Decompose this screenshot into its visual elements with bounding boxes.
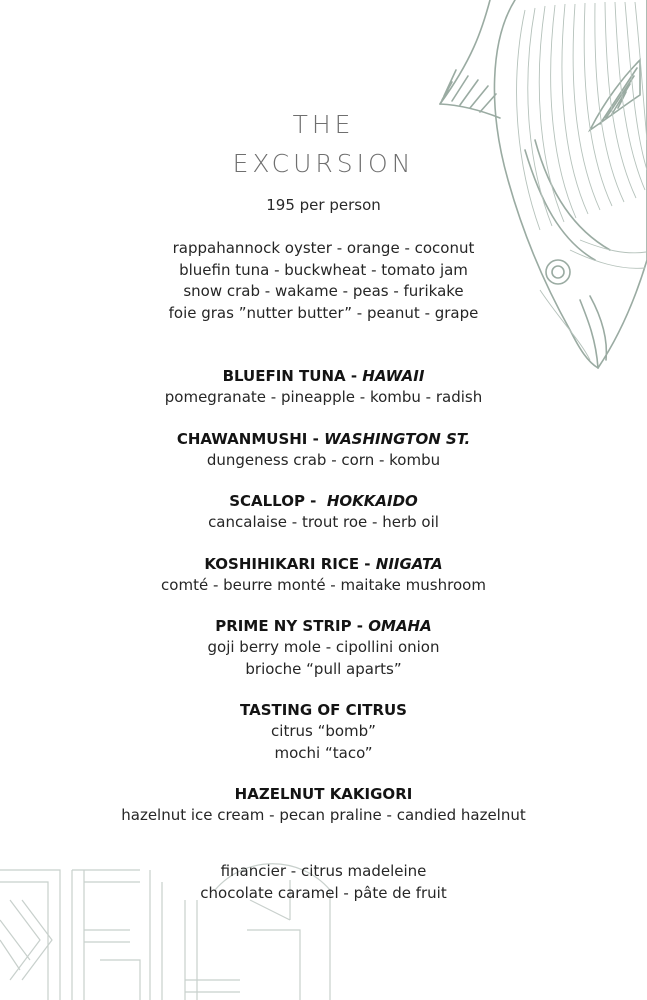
course-item — [0, 366, 647, 409]
course-origin: HOKKAIDO — [326, 492, 418, 510]
course-title: BLUEFIN TUNA - — [222, 367, 363, 385]
petit-four-line: financier - citrus madeleine — [220, 862, 427, 880]
course-item — [0, 554, 647, 597]
menu-price: 195 per person — [266, 196, 381, 214]
course-description: hazelnut ice cream - pecan praline - candied hazelnut — [121, 806, 526, 824]
course-description: goji berry mole - cipollini onion — [207, 638, 440, 656]
petit-fours — [0, 861, 647, 904]
course-title: CHAWANMUSHI - — [176, 429, 325, 448]
intro-line: foie gras ”nutter butter” - peanut - grape — [168, 303, 479, 322]
course-item — [0, 429, 647, 472]
intro-courses — [0, 238, 647, 324]
course-description: mochi “taco” — [274, 743, 373, 762]
course-description: cancalaise - trout roe - herb oil — [208, 513, 439, 531]
course-name — [0, 700, 647, 721]
course-title: PRIME NY STRIP - — [215, 617, 369, 635]
course-title: HAZELNUT KAKIGORI — [234, 785, 413, 803]
course-list — [0, 366, 647, 847]
course-origin: NIIGATA — [375, 554, 443, 573]
course-description: dungeness crab - corn - kombu — [206, 450, 441, 469]
petit-four-line: chocolate caramel - pâte de fruit — [200, 883, 447, 902]
course-item — [0, 491, 647, 534]
course-title: SCALLOP - — [229, 492, 327, 510]
course-item — [0, 616, 647, 680]
course-name — [0, 429, 647, 450]
course-item — [0, 784, 647, 827]
course-description: citrus “bomb” — [271, 722, 376, 740]
course-origin: HAWAII — [362, 367, 425, 385]
course-description: pomegranate - pineapple - kombu - radish — [164, 388, 483, 406]
course-origin: OMAHA — [368, 617, 432, 635]
course-name — [0, 616, 647, 637]
intro-line: bluefin tuna - buckwheat - tomato jam — [179, 260, 468, 279]
intro-line: rappahannock oyster - orange - coconut — [172, 239, 475, 257]
intro-line: snow crab - wakame - peas - furikake — [183, 282, 464, 300]
course-title: TASTING OF CITRUS — [240, 701, 407, 719]
menu-title-line2: EXCURSION — [232, 149, 415, 178]
course-item — [0, 700, 647, 764]
menu-title-line1: THE — [292, 110, 355, 139]
course-name — [0, 366, 647, 387]
course-title: KOSHIHIKARI RICE - — [204, 554, 376, 573]
course-origin: WASHINGTON ST. — [324, 429, 471, 448]
course-name — [0, 784, 647, 805]
course-name — [0, 554, 647, 575]
course-name — [0, 491, 647, 512]
course-description: brioche “pull aparts” — [245, 659, 402, 678]
course-description: comté - beurre monté - maitake mushroom — [161, 575, 486, 594]
